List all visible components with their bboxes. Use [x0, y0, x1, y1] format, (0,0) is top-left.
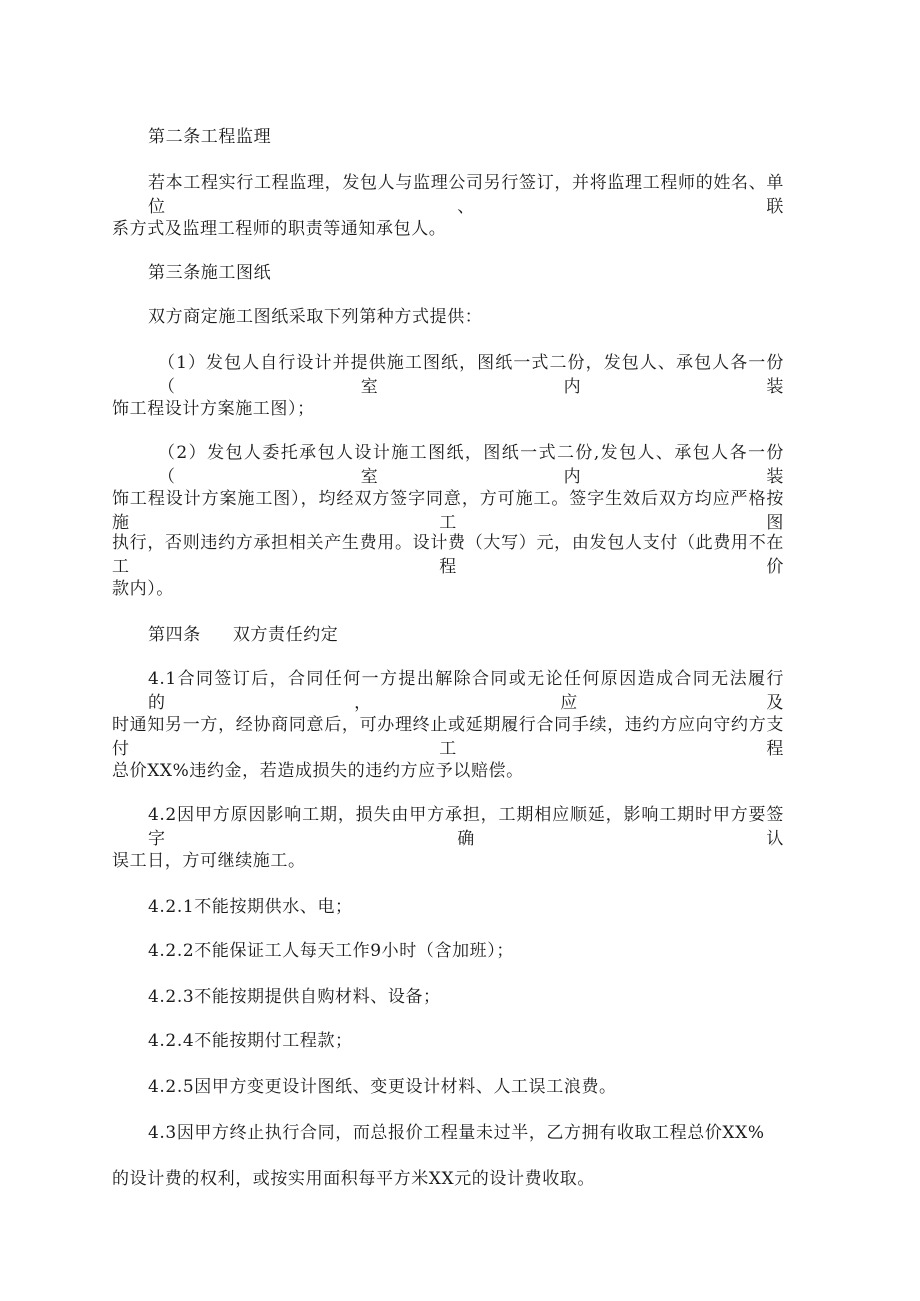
paragraph-line: 款内）。 — [112, 579, 174, 599]
clause-4-1: 4.1合同签订后，合同任何一方提出解除合同或无论任何原因造成合同无法履行的，应及 — [148, 669, 784, 713]
clause-4-2-5: 4.2.5因甲方变更设计图纸、变更设计材料、人工误工浪费。 — [148, 1077, 617, 1097]
list-item: （1）发包人自行设计并提供施工图纸，图纸一式二份，发包人、承包人各一份（室内装 — [158, 353, 784, 397]
article-2-heading: 第二条工程监理 — [148, 127, 272, 147]
article-4-title: 双方责任约定 — [232, 625, 339, 645]
clause-4-2-3: 4.2.3不能按期提供自购材料、设备； — [148, 987, 441, 1007]
paragraph-line: 若本工程实行工程监理，发包人与监理公司另行签订，并将监理工程师的姓名、单位、联 — [148, 173, 784, 217]
clause-4-2-1: 4.2.1不能按期供水、电； — [148, 897, 353, 917]
list-item: （2）发包人委托承包人设计施工图纸，图纸一式二份,发包人、承包人各一份（室内装 — [158, 443, 784, 487]
paragraph-line: 执行，否则违约方承担相关产生费用。设计费（大写）元，由发包人支付（此费用不在工程价 — [112, 533, 784, 577]
paragraph-line: 误工日，方可继续施工。 — [112, 851, 306, 871]
clause-4-2: 4.2因甲方原因影响工期，损失由甲方承担，工期相应顺延，影响工期时甲方要签字确认 — [148, 805, 784, 849]
paragraph-line: 双方商定施工图纸采取下列第种方式提供： — [148, 307, 483, 327]
article-3-heading: 第三条施工图纸 — [148, 263, 272, 283]
clause-4-2-2: 4.2.2不能保证工人每天工作9小时（含加班）； — [148, 941, 514, 961]
clause-4-3: 4.3因甲方终止执行合同，而总报价工程量未过半，乙方拥有收取工程总价XX% — [148, 1123, 765, 1143]
paragraph-line: 总价XX%违约金，若造成损失的违约方应予以赔偿。 — [112, 761, 524, 781]
paragraph-line: 时通知另一方，经协商同意后，可办理终止或延期履行合同手续，违约方应向守约方支付工程 — [112, 715, 784, 759]
paragraph-line: 系方式及监理工程师的职责等通知承包人。 — [112, 219, 447, 239]
article-4-heading — [148, 623, 338, 647]
paragraph-line: 饰工程设计方案施工图）； — [112, 399, 315, 419]
article-4-number: 第四条 — [148, 625, 201, 645]
paragraph-line: 的设计费的权利，或按实用面积每平方米XX元的设计费收取。 — [112, 1169, 596, 1189]
clause-4-2-4: 4.2.4不能按期付工程款； — [148, 1031, 353, 1051]
paragraph-line: 饰工程设计方案施工图），均经双方签字同意，方可施工。签字生效后双方均应严格按施工图 — [112, 489, 784, 533]
